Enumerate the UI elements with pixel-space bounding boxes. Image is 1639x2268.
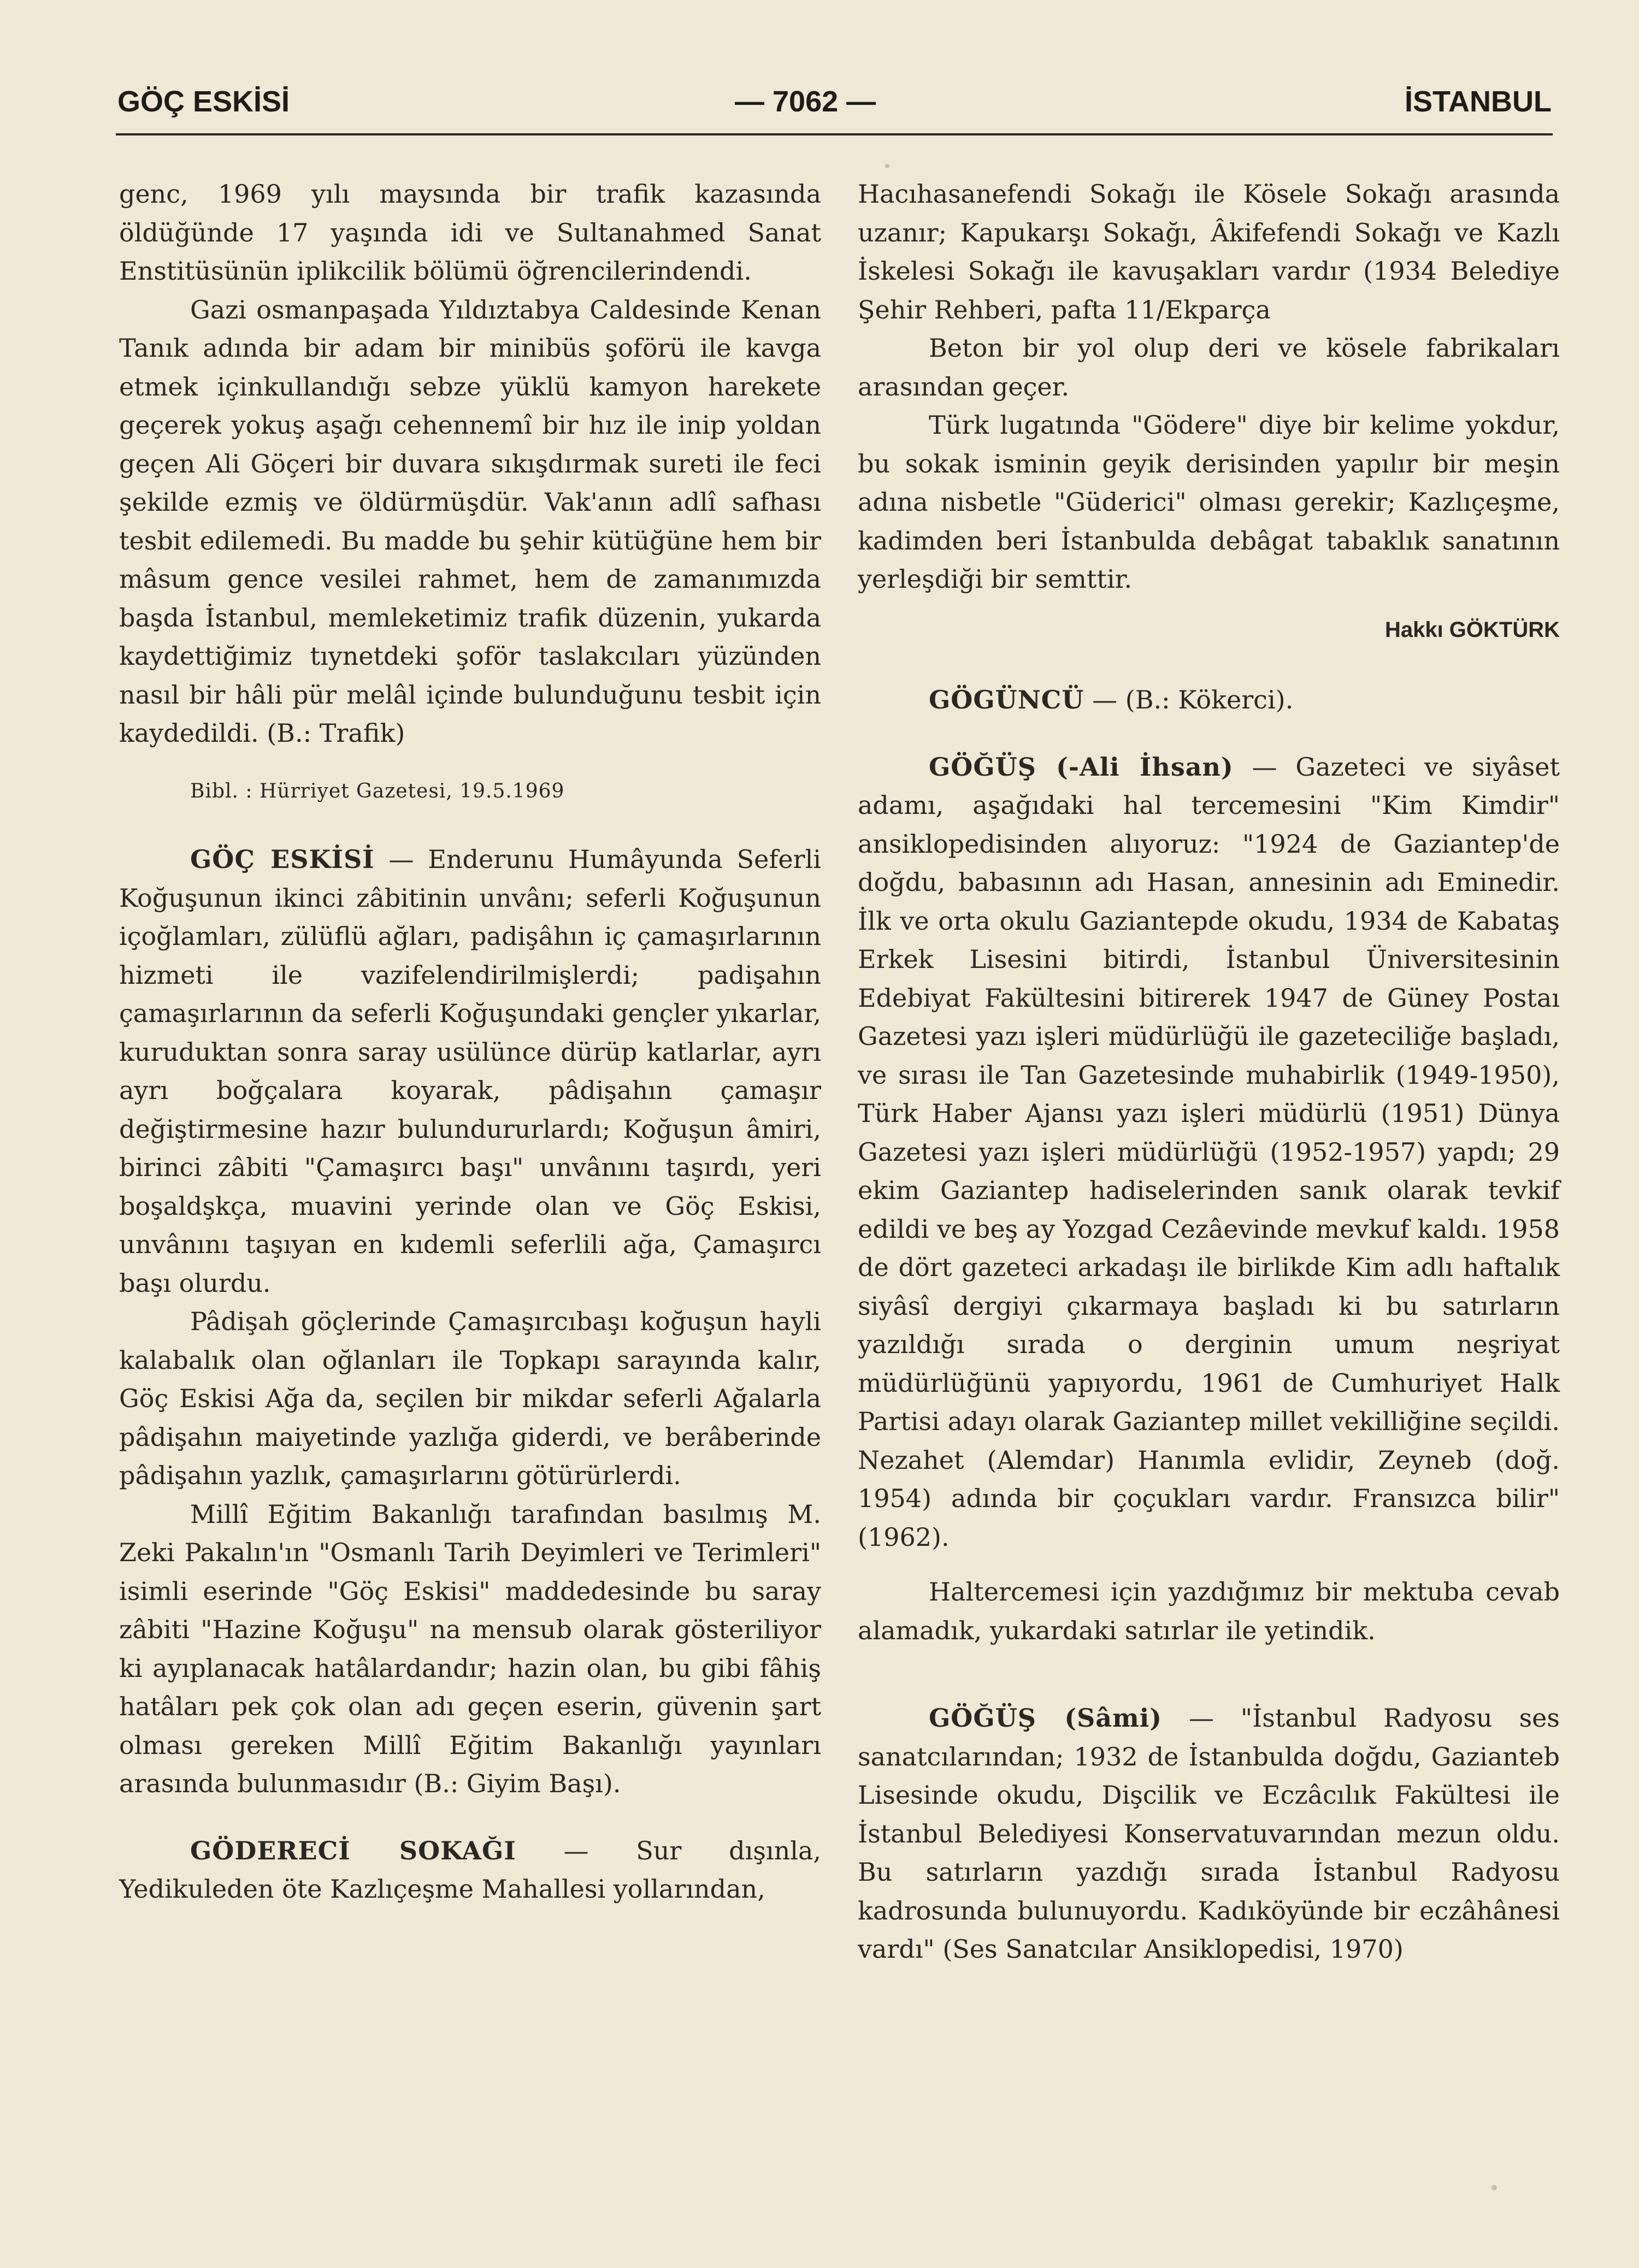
entry-heading: GÖDERECİ SOKAĞI [190,1835,516,1865]
entry-goguncu [858,681,1560,719]
bibliography-note: Bibl. : Hürriyet Gazetesi, 19.5.1969 [190,779,565,802]
entry-heading: GÖĞÜŞ (Sâmi) [929,1703,1163,1733]
left-column [119,175,821,1909]
paragraph: Haltercemesi için yazdığımız bir mektuba cevab alamadık, yukardaki satırlar ile yetindik. [858,1577,1560,1645]
entry-text: — Enderunu Humâyunda Seferli Koğuşunun ikinci zâbitinin unvânı; seferli Koğuşunun içoğlamları, zülüflü ağları, padişâhın iç çamaşırlarının hizmeti ile vazifelendirilmişlerdi; padişahın çamaşırlarının da seferli Koğuşundaki gençler yıkarlar, kuruduktan sonra saray usülünce dürüp katlarlar, ayrı ayrı boğçalara koyarak, pâdişahın çamaşır değiştirmesine hazır bulundururlardı; Koğuşun âmiri, birinci zâbiti "Çamaşırcı başı" unvânını taşırdı, yeri boşaldşkça, muavini yerinde olan ve Göç Eskisi, unvânını taşıyan en kıdemli seferlili ağa, Çamaşırcı başı olurdu. [119,844,821,1298]
paragraph: Hacıhasanefendi Sokağı ile Kösele Sokağı arasında uzanır; Kapukarşı Sokağı, Âkifefendi Sokağı ve Kazlı İskelesi Sokağı ile kavuşakları vardır (1934 Belediye Şehir Rehberi, pafta 11/Ekparça [858,179,1560,324]
paragraph: Beton bir yol olup deri ve kösele fabrikaları arasından geçer. [858,333,1560,401]
author-signature: Hakkı GÖKTÜRK [1384,617,1560,642]
entry-text: — (B.: Kökerci). [1084,685,1294,714]
header-entry-title: GÖÇ ESKİSİ [117,85,290,118]
scan-speck [885,164,889,168]
paragraph: Türk lugatında "Gödere" diye bir kelime yokdur, bu sokak isminin geyik derisinden yapılır bir meşin adına nisbetle "Güderici" olması gerekir; Kazlıçeşme, kadimden beri İstanbulda debâgat tabaklık sanatının yerleşdiği bir semttir. [858,410,1560,594]
entry-gogus-ali-ihsan [858,748,1560,1557]
entry-godereci-sokagi [119,1832,821,1909]
entry-heading: GÖÇ ESKİSİ [190,844,375,874]
paragraph: Pâdişah göçlerinde Çamaşırcıbaşı koğuşun hayli kalabalık olan oğlanları ile Topkapı sarayında kalır, Göç Eskisi Ağa da, seçilen bir mikdar seferli Ağalarla pâdişahın maiyetinde yazlığa giderdi, ve berâberinde pâdişahın yazlık, çamaşırlarını götürürlerdi. [119,1307,821,1490]
paragraph: Gazi osmanpaşada Yıldıztabya Caldesinde Kenan Tanık adında bir adam bir minibüs şoförü ile kavga etmek içinkullandığı sebze yüklü kamyon harekete geçerek yokuş aşağı cehennemî bir hız ile inip yoldan geçen Ali Göçeri bir duvara sıkışdırmak sureti ile feci şekilde ezmiş ve öldürmüşdür. Vak'anın adlî safhası tesbit edilemedi. Bu madde bu şehir kütüğüne hem bir mâsum gence vesilei rahmet, hem de zamanımızda başda İstanbul, memleketimiz trafik düzenin, yukarda kaydettiğimiz tıynetdeki şoför taslakcıları yüzünden nasıl bir hâli pür melâl içinde bulunduğunu tesbit için kaydedildi. (B.: Trafik) [119,294,821,748]
entry-heading: GÖGÜNCÜ [929,685,1084,714]
entry-goc-eskisi [119,840,821,1302]
entry-heading: GÖĞÜŞ (-Ali İhsan) [929,752,1234,782]
page-number: — 7062 — [735,85,876,118]
entry-text: — Gazeteci ve siyâset adamı, aşağıdaki hal tercemesini "Kim Kimdir" ansiklopedisinden alıyoruz: "1924 de Gaziantep'de doğdu, babasının adı Hasan, annesinin adı Eminedir. İlk ve orta okulu Gaziantepde okudu, 1934 de Kabataş Erkek Lisesini bitirdi, İstanbul Üniversitesinin Edebiyat Fakültesini bitirerek 1947 de Güney Postaı Gazetesi yazı işleri müdürlüğü ile gazeteciliğe başladı, ve sırası ile Tan Gazetesinde muhabirlik (1949-1950), Türk Haber Ajansı yazı işleri müdürlü (1951) Dünya Gazetesi yazı işleri müdürlüğü (1952-1957) yapdı; 29 ekim Gaziantep hadiselerinden sanık olarak tevkif edildi ve beş ay Yozgad Cezâevinde mevkuf kaldı. 1958 de dört gazeteci arkadaşı ile birlikde Kim adlı haftalık siyâsî dergiyi çıkarmaya başladı ki bu satırların yazıldığı sırada o derginin umum neşriyat müdürlüğünü yapıyordu, 1961 de Cumhuriyet Halk Partisi adayı olarak Gaziantep millet vekilliğine seçildi. Nezahet (Alemdar) Hanımla evlidir, Zeyneb (doğ. 1954) adında bir çoçukları vardır. Fransızca bilir" (1962). [858,752,1560,1552]
entry-text: — Sur dışınla, Yedikuleden öte Kazlıçeşme Mahallesi yollarından, [119,1835,821,1904]
page-header [117,85,1552,128]
paragraph: genc, 1969 yılı maysında bir trafik kazasında öldüğünde 17 yaşında idi ve Sultanahmed Sanat Enstitüsünün iplikcilik bölümü öğrencilerindendi. [119,179,821,286]
entry-text: — "İstanbul Radyosu ses sanatcılarından; 1932 de İstanbulda doğdu, Gazianteb Lisesinde okudu, Dişcilik ve Eczâcılık Fakültesi ile İstanbul Belediyesi Konservatuvarından mezun oldu. Bu satırların yazdığı sırada İstanbul Radyosu kadrosunda bulunuyordu. Kadıköyünde bir eczâhânesi vardı" (Ses Sanatcılar Ansiklopedisi, 1970) [858,1703,1560,1964]
header-rule [116,133,1553,135]
right-column [858,175,1560,1969]
header-volume-title: İSTANBUL [1405,85,1552,118]
entry-gogus-sami [858,1699,1560,1969]
scan-speck [1491,2185,1497,2190]
paragraph: Millî Eğitim Bakanlığı tarafından basılmış M. Zeki Pakalın'ın "Osmanlı Tarih Deyimleri ve Terimleri" isimli eserinde "Göç Eskisi" maddedesinde bu saray zâbiti "Hazine Koğuşu" na mensub olarak gösteriliyor ki ayıplanacak hatâlardandır; hazin olan, bu gibi fâhiş hatâları pek çok olan adı geçen eserin, güvenin şart olması gereken Millî Eğitim Bakanlığı yayınları arasında bulunmasıdır (B.: Giyim Başı). [119,1499,821,1798]
